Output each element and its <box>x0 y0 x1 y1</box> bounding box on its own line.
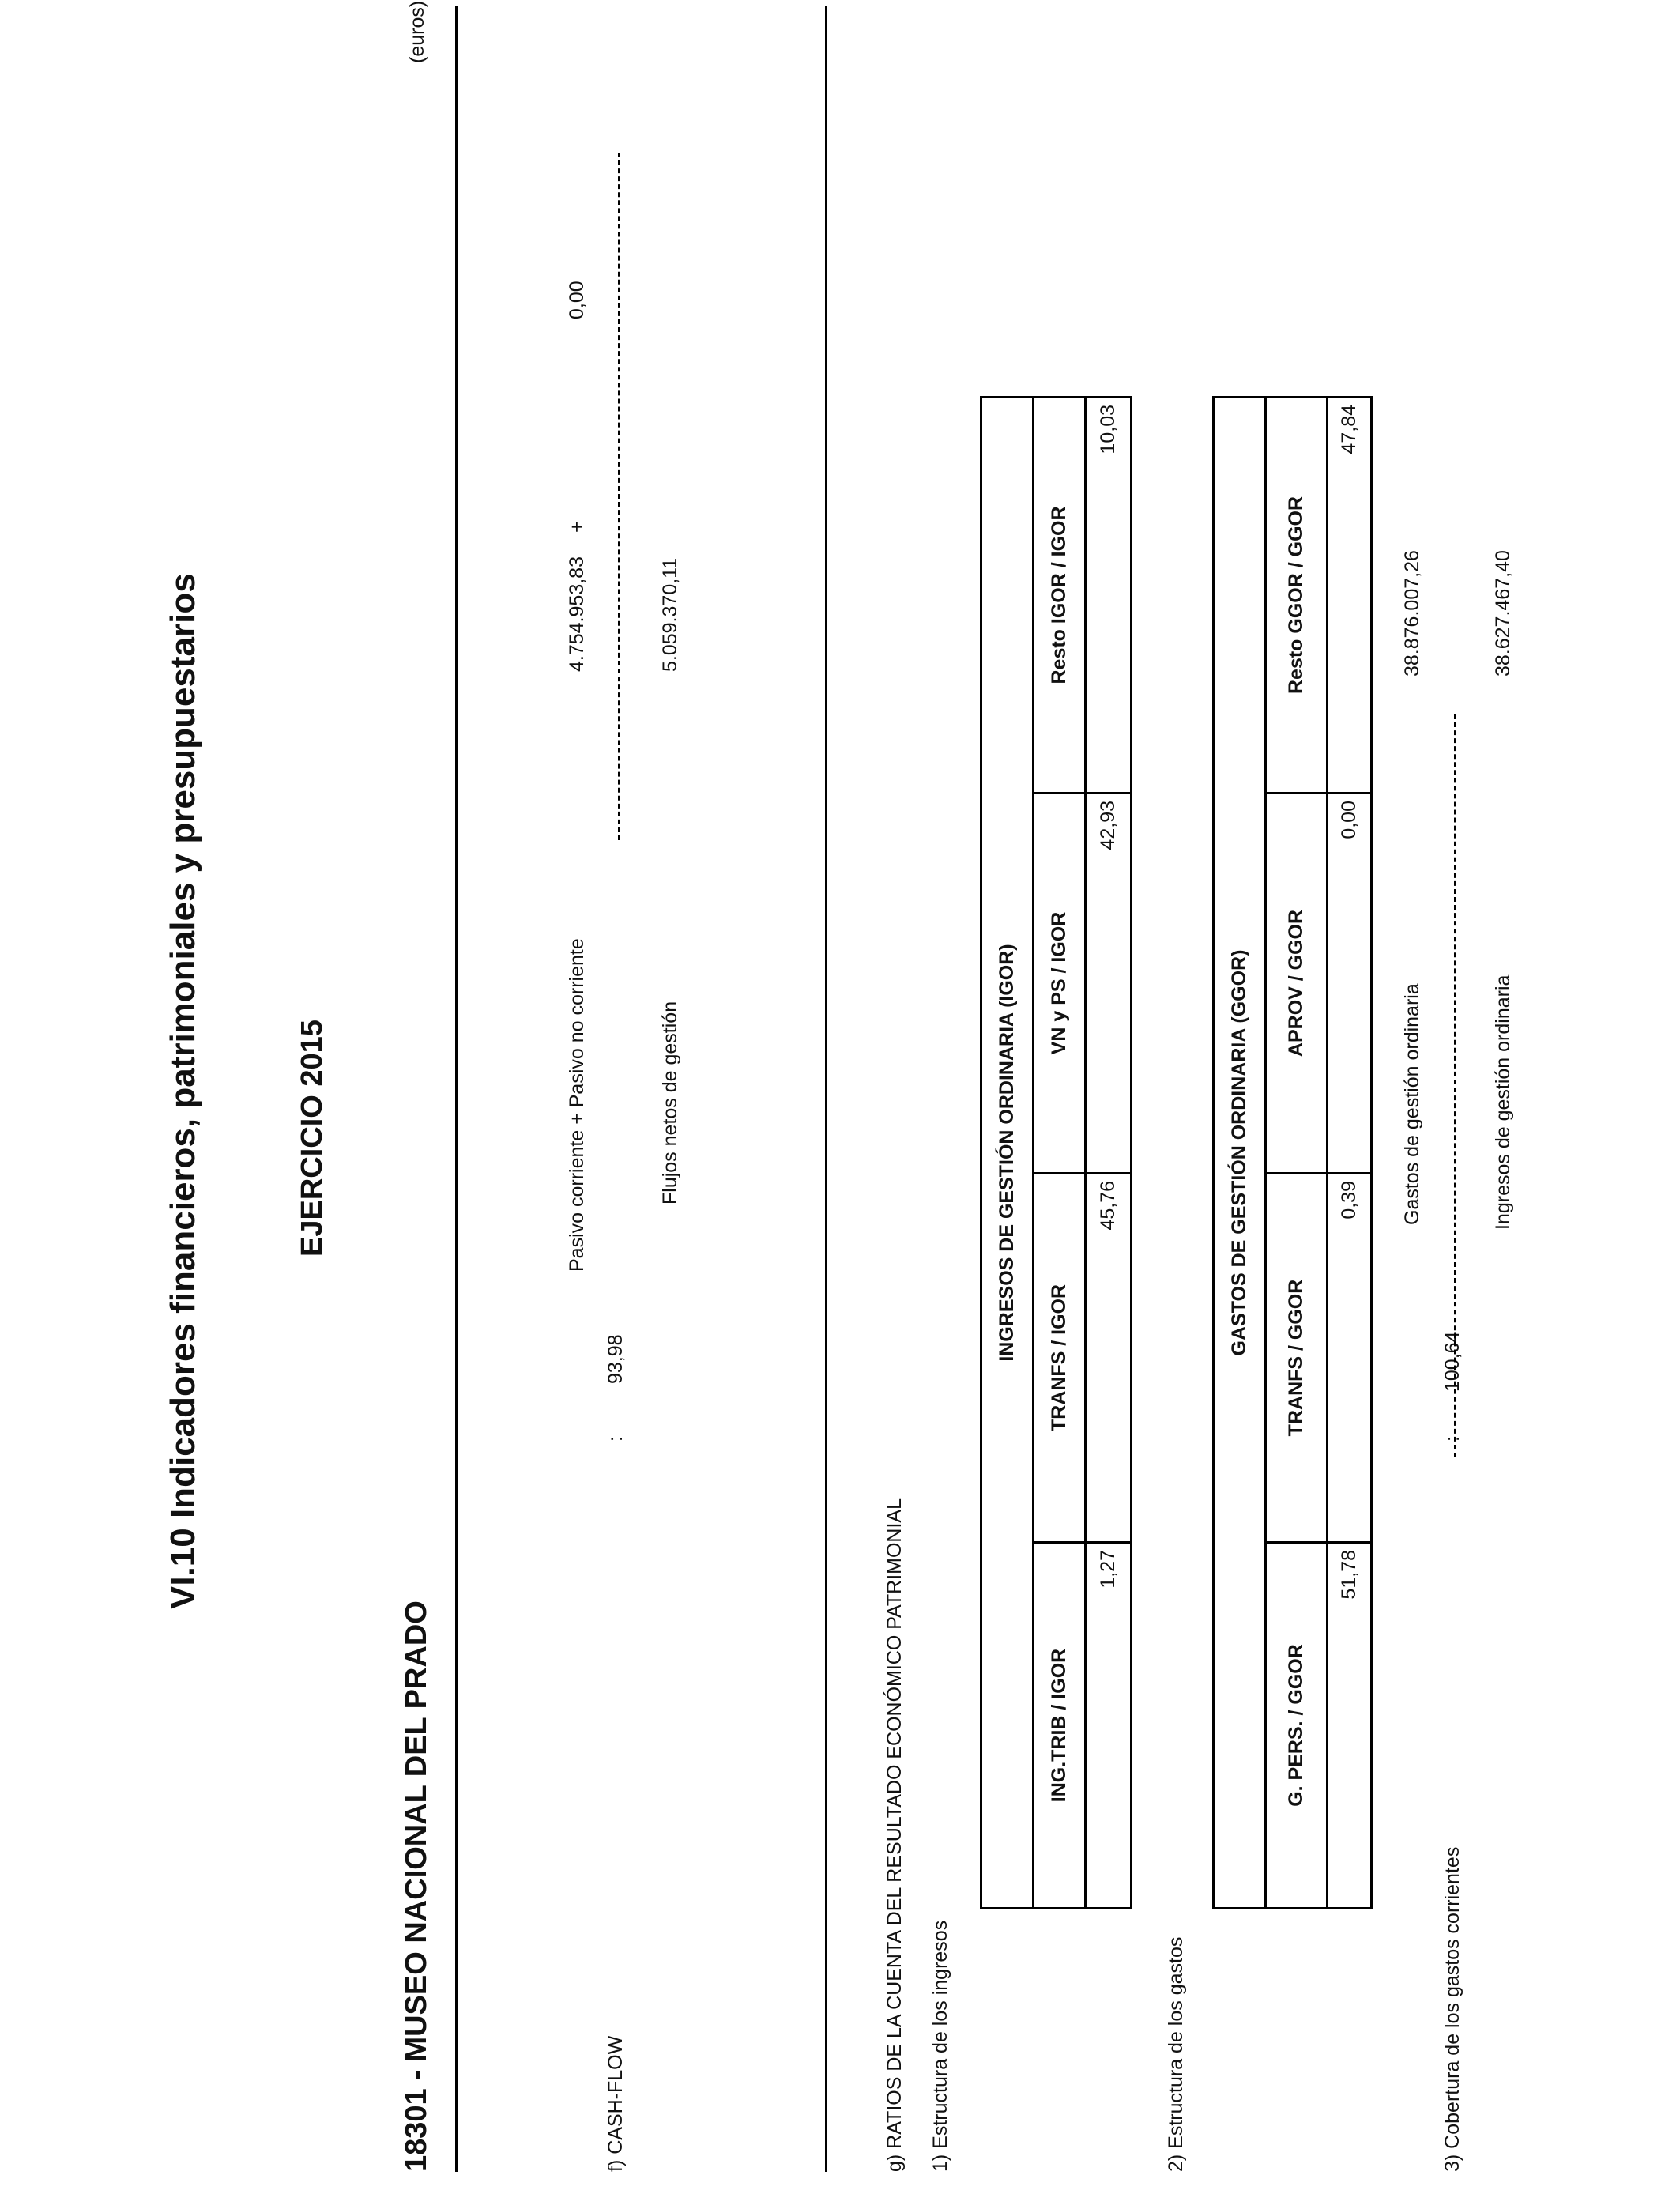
income-col-resto: Resto IGOR / IGOR <box>1034 398 1086 794</box>
income-structure-label: 1) Estructura de los ingresos <box>929 1920 951 2172</box>
expense-structure-table <box>1212 396 1373 1909</box>
units-label: (euros) <box>406 0 428 63</box>
income-col-tranfs: TRANFS / IGOR <box>1034 1174 1086 1543</box>
cashflow-denominator-value: 5.059.370,11 <box>659 557 681 672</box>
expense-col-aprov: APROV / GGOR <box>1266 794 1328 1174</box>
coverage-label: 3) Cobertura de los gastos corrientes <box>1441 1846 1463 2172</box>
cashflow-colon: : <box>605 1436 627 1442</box>
coverage-numerator-value: 38.876.007,26 <box>1401 550 1423 677</box>
cashflow-numerator-label: Pasivo corriente + Pasivo no corriente <box>566 938 588 1272</box>
expense-col-resto: Resto GGOR / GGOR <box>1266 398 1328 794</box>
coverage-value: 100,64 <box>1441 1331 1463 1392</box>
income-value-resto: 10,03 <box>1086 398 1132 794</box>
income-col-ing-trib: ING.TRIB / IGOR <box>1034 1543 1086 1909</box>
cashflow-denominator-label: Flujos netos de gestión <box>659 1001 681 1204</box>
cashflow-value: 93,98 <box>605 1334 627 1384</box>
expense-table-header: GASTOS DE GESTIÓN ORDINARIA (GGOR) <box>1214 398 1266 1909</box>
cashflow-numerator-value-1: 4.754.953,83 <box>566 556 588 672</box>
coverage-numerator-label: Gastos de gestión ordinaria <box>1401 983 1423 1225</box>
cashflow-fraction-bar <box>618 153 620 840</box>
expense-value-tranfs: 0,39 <box>1328 1174 1372 1543</box>
coverage-fraction-bar <box>1454 714 1456 1457</box>
expense-col-tranfs: TRANFS / GGOR <box>1266 1174 1328 1543</box>
expense-value-resto: 47,84 <box>1328 398 1372 794</box>
coverage-colon: : <box>1441 1436 1463 1442</box>
income-value-tranfs: 45,76 <box>1086 1174 1132 1543</box>
income-structure-table <box>980 396 1132 1909</box>
expense-value-g-pers: 51,78 <box>1328 1543 1372 1909</box>
ratios-section-label: g) RATIOS DE LA CUENTA DEL RESULTADO ECONÓMICO PATRIMONIAL <box>883 1498 906 2172</box>
income-value-ing-trib: 1,27 <box>1086 1543 1132 1909</box>
expense-col-g-pers: G. PERS. / GGOR <box>1266 1543 1328 1909</box>
expense-structure-label: 2) Estructura de los gastos <box>1165 1936 1187 2172</box>
section-rule <box>825 6 827 2172</box>
cashflow-plus: + <box>566 521 588 533</box>
coverage-denominator-value: 38.627.467,40 <box>1492 550 1514 677</box>
entity-name: 18301 - MUSEO NACIONAL DEL PRADO <box>400 1600 433 2172</box>
coverage-denominator-label: Ingresos de gestión ordinaria <box>1492 974 1514 1230</box>
cashflow-label: f) CASH-FLOW <box>605 2035 627 2172</box>
income-value-vn-ps: 42,93 <box>1086 794 1132 1174</box>
exercise-title: EJERCICIO 2015 <box>296 1020 329 1257</box>
income-table-header: INGRESOS DE GESTIÓN ORDINARIA (IGOR) <box>981 398 1034 1909</box>
income-col-vn-ps: VN y PS / IGOR <box>1034 794 1086 1174</box>
top-rule <box>455 6 458 2172</box>
document-title: VI.10 Indicadores financieros, patrimoniales y presupuestarios <box>164 573 202 1609</box>
cashflow-numerator-value-2: 0,00 <box>566 281 588 319</box>
expense-value-aprov: 0,00 <box>1328 794 1372 1174</box>
